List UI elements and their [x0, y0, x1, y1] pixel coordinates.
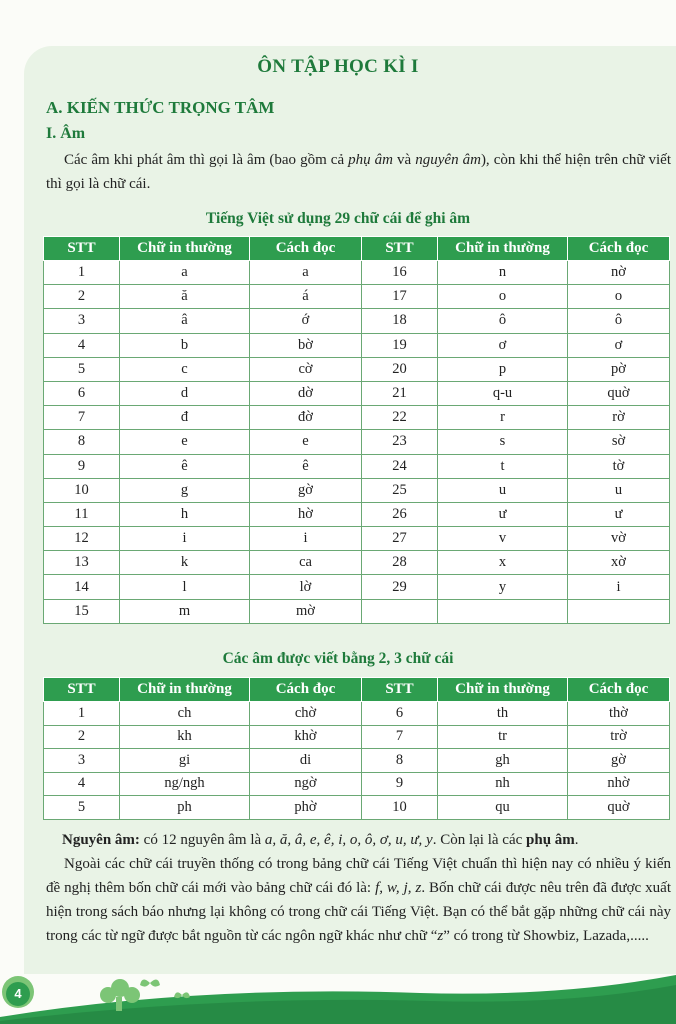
table-cell: e [120, 430, 250, 454]
table-cell: 2 [44, 285, 120, 309]
table-cell: khờ [250, 725, 362, 749]
table-cell: 22 [362, 406, 438, 430]
intro-term-vowel: nguyên âm [415, 152, 481, 168]
table-cell: b [120, 333, 250, 357]
column-header: STT [362, 678, 438, 702]
extra-text-3: ” có trong từ Showbiz, Lazada,..... [443, 928, 649, 944]
table-cell: ph [120, 796, 250, 820]
table-cell: e [250, 430, 362, 454]
table-cell: 4 [44, 772, 120, 796]
table-cell: ê [250, 454, 362, 478]
table-cell: 14 [44, 575, 120, 599]
table-cell: y [438, 575, 568, 599]
table-cell: gờ [250, 478, 362, 502]
table-row [44, 309, 670, 333]
intro-paragraph [46, 148, 671, 196]
table-cell: đ [120, 406, 250, 430]
table-header-row [44, 678, 670, 702]
table-cell: 1 [44, 261, 120, 285]
table-cell: 2 [44, 725, 120, 749]
table-cell: lờ [250, 575, 362, 599]
table-cell: o [568, 285, 670, 309]
table-cell: 10 [362, 796, 438, 820]
table-row [44, 454, 670, 478]
table-cell: i [120, 527, 250, 551]
table-cell: 29 [362, 575, 438, 599]
table-cell [568, 599, 670, 623]
table-cell: 21 [362, 381, 438, 405]
page-title: ÔN TẬP HỌC KÌ I [257, 56, 419, 77]
table-cell: q-u [438, 381, 568, 405]
table-row [44, 796, 670, 820]
table-row [44, 527, 670, 551]
table-cell: ê [120, 454, 250, 478]
table-cell [438, 599, 568, 623]
table-cell: l [120, 575, 250, 599]
table-cell: 3 [44, 309, 120, 333]
table-cell: 4 [44, 333, 120, 357]
table-cell: c [120, 357, 250, 381]
table-cell: u [568, 478, 670, 502]
table-cell: 6 [362, 702, 438, 726]
table-cell: 3 [44, 749, 120, 773]
table-cell: nh [438, 772, 568, 796]
vowels-label: Nguyên âm: [62, 832, 140, 848]
table-cell: sờ [568, 430, 670, 454]
table-row [44, 551, 670, 575]
digraph-table [43, 677, 670, 820]
table-cell: 9 [362, 772, 438, 796]
footer-decoration [0, 955, 676, 1024]
column-header: Cách đọc [568, 237, 670, 261]
table-cell [362, 599, 438, 623]
table-row [44, 381, 670, 405]
table-cell: m [120, 599, 250, 623]
extra-letters: f, w, j, z [375, 880, 422, 896]
table-cell: tr [438, 725, 568, 749]
table-row [44, 478, 670, 502]
table-row [44, 430, 670, 454]
table-cell: â [120, 309, 250, 333]
table-cell: 24 [362, 454, 438, 478]
intro-term-consonant: phụ âm [348, 152, 394, 168]
table-cell: 15 [44, 599, 120, 623]
table-row [44, 333, 670, 357]
table-cell: 1 [44, 702, 120, 726]
table-cell: t [438, 454, 568, 478]
table-cell: hờ [250, 502, 362, 526]
table-cell: 19 [362, 333, 438, 357]
table-cell: 16 [362, 261, 438, 285]
table-cell: di [250, 749, 362, 773]
table-cell: g [120, 478, 250, 502]
table-cell: 23 [362, 430, 438, 454]
column-header: Cách đọc [250, 237, 362, 261]
extra-text-1: Ngoài các chữ cái truyền thống có trong bảng chữ cái Tiếng Việt chuẩn thì hiện nay có nhiều ý kiến đề nghị thêm bốn chữ cái mới vào bảng chữ cái đó là: [46, 856, 671, 896]
table-cell: 5 [44, 357, 120, 381]
column-header: STT [44, 678, 120, 702]
table-cell: ô [568, 309, 670, 333]
table-row [44, 702, 670, 726]
table-cell: 20 [362, 357, 438, 381]
table-cell: d [120, 381, 250, 405]
table-cell: ca [250, 551, 362, 575]
table-cell: p [438, 357, 568, 381]
table-row [44, 357, 670, 381]
table-cell: ch [120, 702, 250, 726]
table-row [44, 599, 670, 623]
table-cell: bờ [250, 333, 362, 357]
table-cell: 9 [44, 454, 120, 478]
table-cell: tờ [568, 454, 670, 478]
table-cell: 28 [362, 551, 438, 575]
table-cell: ă [120, 285, 250, 309]
table-cell: i [250, 527, 362, 551]
table-cell: ô [438, 309, 568, 333]
table-row [44, 261, 670, 285]
vowels-paragraph [62, 828, 671, 852]
table-cell: 18 [362, 309, 438, 333]
table-cell: vờ [568, 527, 670, 551]
table-row [44, 725, 670, 749]
table-cell: xờ [568, 551, 670, 575]
table-row [44, 772, 670, 796]
consonant-term: phụ âm [526, 832, 575, 848]
table-cell: ư [438, 502, 568, 526]
table-cell: ư [568, 502, 670, 526]
table-cell: đờ [250, 406, 362, 430]
page-number: 4 [6, 982, 30, 1006]
table-cell: u [438, 478, 568, 502]
table-cell: ng/ngh [120, 772, 250, 796]
table-cell: 11 [44, 502, 120, 526]
table-cell: h [120, 502, 250, 526]
table-cell: ớ [250, 309, 362, 333]
table-cell: v [438, 527, 568, 551]
butterfly-icon [140, 979, 160, 986]
table-cell: a [250, 261, 362, 285]
intro-text-3: ), còn khi thể hiện trên chữ viết thì gọi là chữ cái. [46, 152, 671, 192]
table-cell: ơ [438, 333, 568, 357]
alphabet-table [43, 236, 670, 624]
table-cell: nờ [568, 261, 670, 285]
column-header: STT [362, 237, 438, 261]
table-cell: 17 [362, 285, 438, 309]
column-header: STT [44, 237, 120, 261]
table-cell: n [438, 261, 568, 285]
extra-text-2: . Bốn chữ cái được nêu trên đã được xuất hiện trong sách báo nhưng lại không có trong chữ cái Tiếng Việt. Bạn có thể bắt gặp những chữ cái này trong các từ ngữ được bắt nguồn từ các ngôn ngữ khác như chữ “ [46, 880, 671, 944]
table-row [44, 406, 670, 430]
vowels-list: a, ă, â, e, ê, i, o, ô, ơ, u, ư, y [264, 832, 433, 848]
table-cell: quờ [568, 796, 670, 820]
table-cell: chờ [250, 702, 362, 726]
table-cell: gi [120, 749, 250, 773]
table-cell: o [438, 285, 568, 309]
column-header: Chữ in thường [438, 237, 568, 261]
table-cell: gờ [568, 749, 670, 773]
table-cell: a [120, 261, 250, 285]
table-cell: 7 [44, 406, 120, 430]
intro-text-1: Các âm khi phát âm thì gọi là âm (bao gồm cả [64, 152, 349, 168]
column-header: Chữ in thường [438, 678, 568, 702]
table-row [44, 575, 670, 599]
table-cell: s [438, 430, 568, 454]
table-cell: 13 [44, 551, 120, 575]
vowels-text: có 12 nguyên âm là [139, 832, 265, 848]
table-cell: qu [438, 796, 568, 820]
table-cell: rờ [568, 406, 670, 430]
table-cell: cờ [250, 357, 362, 381]
table-cell: mờ [250, 599, 362, 623]
section-heading: A. KIẾN THỨC TRỌNG TÂM [46, 98, 275, 117]
table-cell: 5 [44, 796, 120, 820]
table-cell: quờ [568, 381, 670, 405]
table-row [44, 285, 670, 309]
table-cell: 26 [362, 502, 438, 526]
table-cell: thờ [568, 702, 670, 726]
table-cell: 8 [44, 430, 120, 454]
table-cell: á [250, 285, 362, 309]
table-cell: pờ [568, 357, 670, 381]
table2-caption: Các âm được viết bằng 2, 3 chữ cái [222, 650, 454, 667]
table-cell: 7 [362, 725, 438, 749]
table-cell: r [438, 406, 568, 430]
table-cell: x [438, 551, 568, 575]
table-cell: ơ [568, 333, 670, 357]
column-header: Chữ in thường [120, 237, 250, 261]
table-cell: 10 [44, 478, 120, 502]
column-header: Chữ in thường [120, 678, 250, 702]
table-cell: 6 [44, 381, 120, 405]
table-cell: dờ [250, 381, 362, 405]
table-cell: 8 [362, 749, 438, 773]
table-cell: kh [120, 725, 250, 749]
extra-paragraph [46, 852, 671, 948]
table-row [44, 502, 670, 526]
table-cell: th [438, 702, 568, 726]
extra-letter-z: z [437, 928, 444, 944]
table1-caption: Tiếng Việt sử dụng 29 chữ cái để ghi âm [205, 210, 471, 227]
table-row [44, 749, 670, 773]
vowels-end: . [574, 832, 579, 848]
table-cell: 27 [362, 527, 438, 551]
vowels-rest: . Còn lại là các [432, 832, 527, 848]
table-cell: ngờ [250, 772, 362, 796]
column-header: Cách đọc [250, 678, 362, 702]
table-cell: 12 [44, 527, 120, 551]
table-cell: k [120, 551, 250, 575]
table-cell: 25 [362, 478, 438, 502]
subsection-heading: I. Âm [46, 125, 86, 142]
column-header: Cách đọc [568, 678, 670, 702]
table-cell: nhờ [568, 772, 670, 796]
table-cell: trờ [568, 725, 670, 749]
intro-text-2: và [393, 152, 416, 168]
table-cell: gh [438, 749, 568, 773]
table-header-row [44, 237, 670, 261]
table-cell: i [568, 575, 670, 599]
table-cell: phờ [250, 796, 362, 820]
